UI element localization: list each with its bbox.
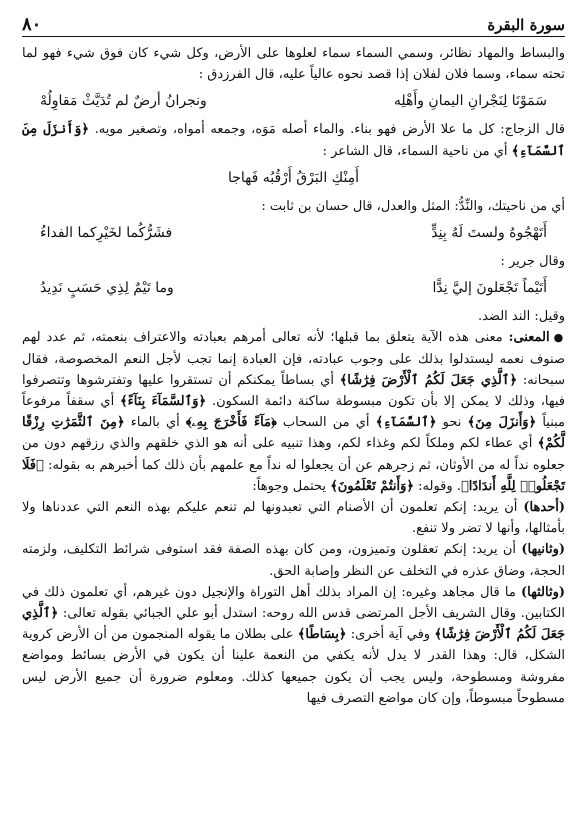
text-run: أي عطاء لكم وملكاً لكم وغذاء لكم، وهذا تنبيه على أنه هو الذي خلقهم والذي رزقهم دون من جعلوه نداً له من الأوثان، ثم زجرهم عن أن يجعلوا له نداً مع علمهم بأن ذلك كما أخبرهم به بقوله: — [22, 436, 565, 473]
page-body — [22, 43, 565, 709]
text-run: أي بالماء — [124, 415, 186, 431]
quran-quote: ﴿ٱلسَّمَآءِ﴾ — [375, 415, 437, 431]
quran-quote: ﴿مِنَ ٱلثَّمَرَٰتِ رِزْقًا لَّكُمْ﴾ — [22, 415, 565, 452]
verse-second-half: ونجرانُ أرضٌ لم تُدَيَّثْ مَقاوِلُهْ — [40, 93, 207, 110]
quran-quote: ﴿وَٱلسَّمَآءَ بِنَآءً﴾ — [120, 394, 207, 410]
text-run: أن يريد: إنكم تعلمون أن الأصنام التي تعبدونها لم تنعم عليكم بهذه النعم التي عددناها ولا بأمثالها، وأنها لا تضر ولا تنفع. — [22, 500, 565, 537]
text-run: نحو — [436, 415, 468, 431]
bullet-icon: ● — [553, 331, 565, 345]
aspect-label: (أحدها) — [523, 500, 565, 516]
quran-quote: ﴿وَأَنزَلَ مِنَ﴾ — [467, 415, 537, 431]
text-run: على بطلان ما يقوله المنجمون من أن الأرض كروية الشكل، قال: وهذا القدر لا يدل لأنه يكفي من النعمة علينا أن يكون في الأرض بسائط ومواضع مفروشة ومسطوحة، وليس يجب أن يكون جميعها كذلك. ومعلوم ضرورة أن جميع الأرض ليس مسطوحاً مبسوطاً، وإن كان مواضع التصرف فيها — [22, 627, 565, 706]
poetry-verse-farazdaq — [22, 85, 565, 119]
paragraph-jarir: وقال جرير : — [500, 254, 565, 270]
verse-second-half: فشَرُّكُما لخَيْرِكما الفداءُ — [40, 225, 173, 242]
poetry-verse-hassan — [22, 217, 565, 251]
aspect-label: (وثانيها) — [521, 542, 565, 558]
text-run: . وقوله: — [414, 478, 461, 494]
paragraph-didd: وقيل: الند الضد. — [477, 309, 565, 325]
meaning-label: المعنى: — [508, 330, 550, 346]
text-run: يحتمل وجوهاً: — [252, 478, 331, 494]
text-run: أن يريد: إنكم تعقلون وتميزون، ومن كان بهذه الصفة فقد استوفى شرائط التكليف، ولزمته الحجة، وضاق عذره في التخلف عن النظر وإصابة الحق. — [22, 542, 565, 579]
page-number: ٨٠ — [22, 14, 42, 35]
quran-quote: ﴿ٱلَّذِي جَعَلَ لَكُمُ ٱلْأَرْضَ فِرَٰشًا﴾ — [339, 372, 518, 388]
poetry-verse-jarir — [22, 272, 565, 306]
verse-first-half: أَتَيْماً تَجْعَلونَ إليَّ نِدًّا — [432, 280, 547, 297]
verse-first-half: أَتَهْجُوهُ ولستَ لَهُ بِنِدٍّ — [431, 225, 547, 242]
paragraph-third-aspect — [22, 582, 565, 709]
text-run: أي سقفاً مرفوعاً مبنياً — [22, 394, 566, 431]
zajjaj-text: قال الزجاج: كل ما علا الأرض فهو بناء. والماء أصله مَوَه، وجمعه أمواه، وتصغير مويه. — [94, 122, 565, 138]
aspect-label: (وثالثها) — [521, 584, 565, 600]
quran-quote: ﴿وَأَنتُمْ تَعْلَمُونَ﴾ — [330, 478, 415, 494]
verse-single: أَمِنْكِ البَرْقُ أَرْقُبُه فَهاجا — [227, 169, 360, 186]
paragraph-first-aspect — [22, 497, 565, 539]
verse-second-half: وما تَيْمٌ لِذِي حَسَبٍ نَدِيدُ — [40, 280, 174, 297]
paragraph-meaning — [22, 327, 565, 497]
quran-quote: ﴿مَآءً فَأَخْرَجَ بِهِۦ﴾ — [185, 415, 277, 431]
shaer-text: أي من ناحية السماء، قال الشاعر : — [322, 143, 512, 159]
poetry-verse-shaer — [22, 162, 565, 196]
text-run: معنى هذه الآية يتعلق بما قبلها؛ لأنه تعالى أمرهم بعبادته والاعتراف بنعمته، ثم عدد لهم صنوف نعمه ليستدلوا بذلك على وجوب عبادته، فإن العبادة إنما تجب لأجل النعم المخصوصة، فقال سبحانه: — [22, 330, 565, 388]
quran-quote: ﴿بِسَاطًا﴾ — [297, 627, 347, 643]
text-run: وفي آية أخرى: — [346, 627, 435, 643]
text-run: أي من السحاب — [276, 415, 376, 431]
quran-quote: ﴿ٱلَّذِي جَعَلَ لَكُمُ ٱلْأَرْضَ فِرَٰشًا﴾ — [22, 606, 566, 643]
paragraph-intro: والبساط والمهاد نظائر، وسمي السماء سماء لعلوها على الأرض، وكل شيء كان فوق شيء فهو لما تحته سماء، وسما فلان لفلان إذا قصد نحوه عالياً عليه، قال الفرزدق : — [22, 46, 566, 83]
text-run: أي بساطاً يمكنكم أن تستقروا عليها وتفترشوها وتتصرفوا فيها، وذلك لا يمكن إلا بأن تكون مبسوطة ساكنة دائمة السكون. — [22, 372, 565, 410]
verse-first-half: سَمَوْنَا لِنَجْرانِ اليمانِ وأَهْلِه — [393, 93, 547, 110]
paragraph-second-aspect — [22, 539, 565, 581]
text-run: ما قال مجاهد وغيره: إن المراد بذلك أهل التوراة والإنجيل دون غيرهم، أي تعلمون ذلك في الكتابين. وقال الشريف الأجل المرتضى قدس الله روحه: استدل أبو علي الجبائي بقوله تعالى: — [22, 584, 565, 622]
page-header — [22, 8, 565, 37]
paragraph-nidd: أي من ناحيتك، والنِّدُّ: المثل والعدل، قال حسان بن ثابت : — [261, 198, 565, 214]
quran-quote: ﴿وَأَنزَلَ مِنَ ٱلسَّمَآءِ﴾ — [22, 122, 565, 159]
paragraph-zajjaj — [22, 119, 565, 161]
quran-quote: ﴿فَلَا تَجْعَلُوا۟ لِلَّهِ أَندَادًا﴾ — [22, 457, 565, 494]
surah-title: سورة البقرة — [487, 16, 565, 34]
